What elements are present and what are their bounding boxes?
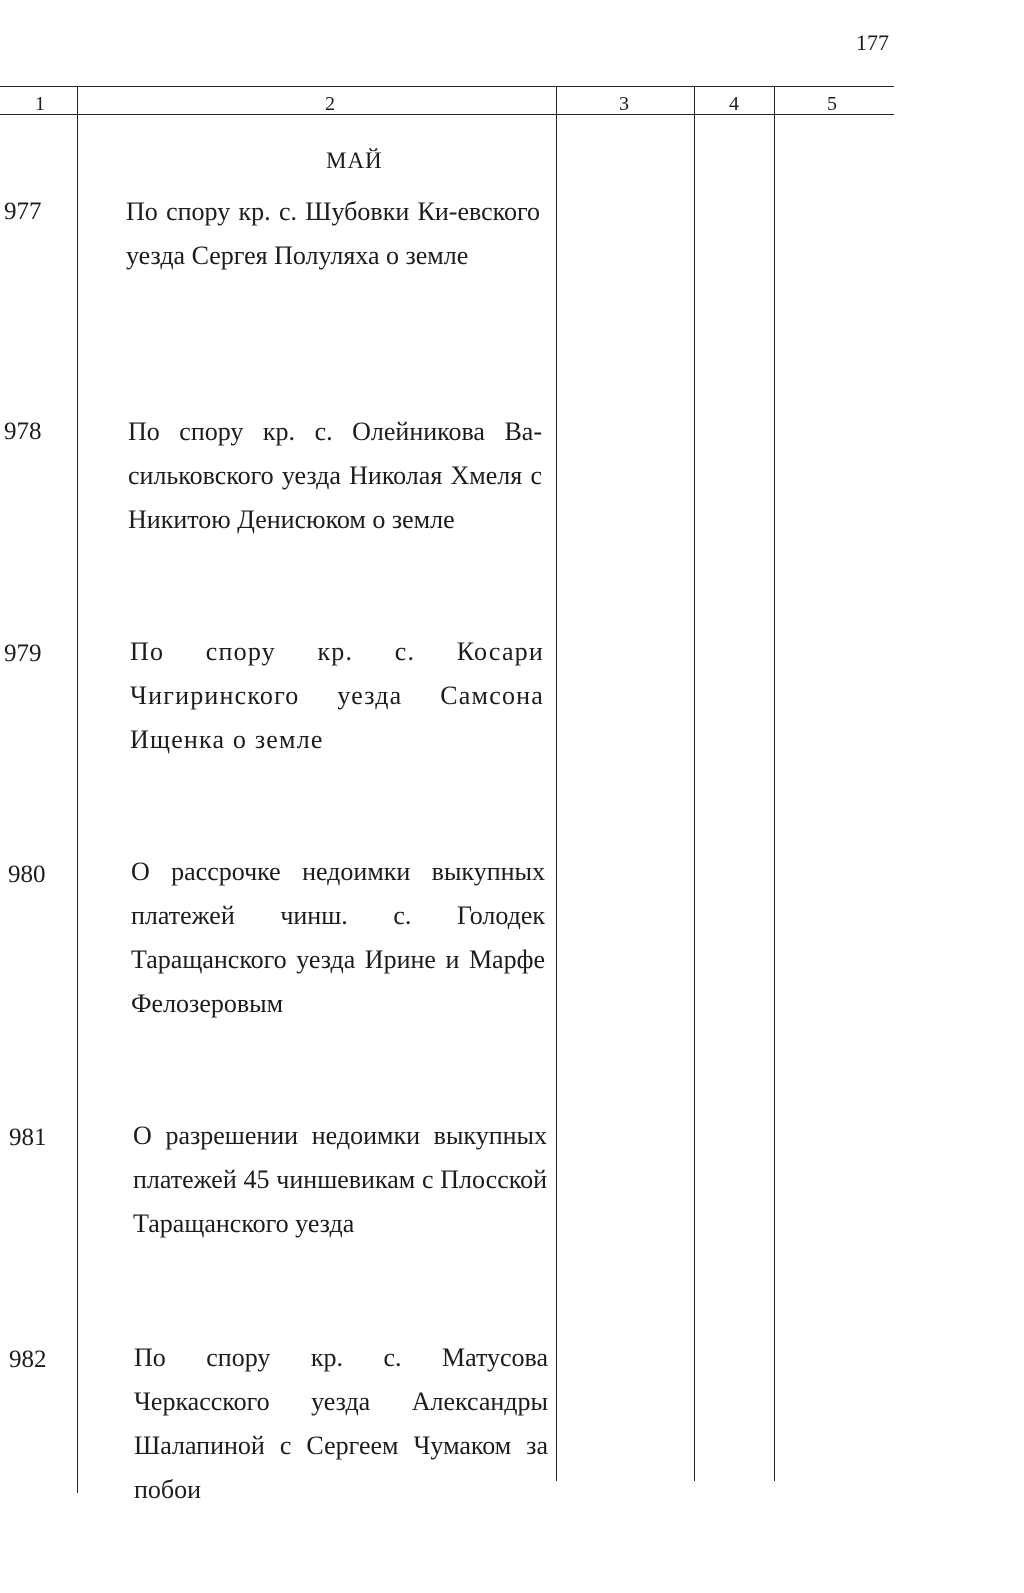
entry-number: 980 xyxy=(8,861,46,888)
entry-description: По спору кр. с. Матусова Черкасского уезда Александры Шалапиной с Сергеем Чумаком за побои xyxy=(134,1343,548,1504)
entry-description: О рассрочке недоимки выкупных платежей чинш. с. Голодек Таращанского уезда Ирине и Марфе Фелозеровым xyxy=(131,857,545,1018)
entry-number: 981 xyxy=(9,1124,47,1151)
entry-number: 978 xyxy=(4,418,42,445)
entry-description: По спору кр. с. Косари Чигиринского уезда Самсона Ищенка о земле xyxy=(130,637,544,754)
column-divider-1 xyxy=(77,86,78,1493)
entry-description: По спору кр. с. Олейникова Ва-сильковского уезда Николая Хмеля с Никитою Денисюком о земле xyxy=(128,417,542,534)
column-header-1: 1 xyxy=(35,93,45,115)
section-title: МАЙ xyxy=(326,148,383,173)
entry-description: О разрешении недоимки выкупных платежей 45 чиншевикам с Плосской Таращанского уезда xyxy=(133,1121,547,1238)
entry-number: 979 xyxy=(4,640,42,667)
table-header-rule xyxy=(0,114,894,115)
column-divider-4 xyxy=(774,86,775,1481)
column-divider-2 xyxy=(556,86,557,1481)
entry-description: По спору кр. с. Шубовки Ки-евского уезда Сергея Полуляха о земле xyxy=(126,197,540,270)
column-header-5: 5 xyxy=(827,93,837,115)
column-header-2: 2 xyxy=(325,93,335,115)
entry-number: 977 xyxy=(4,198,42,225)
page-number: 177 xyxy=(856,30,889,55)
entry-number: 982 xyxy=(9,1346,47,1373)
column-header-3: 3 xyxy=(619,93,629,115)
table-top-rule xyxy=(0,86,894,87)
column-header-4: 4 xyxy=(729,93,739,115)
column-divider-3 xyxy=(694,86,695,1481)
